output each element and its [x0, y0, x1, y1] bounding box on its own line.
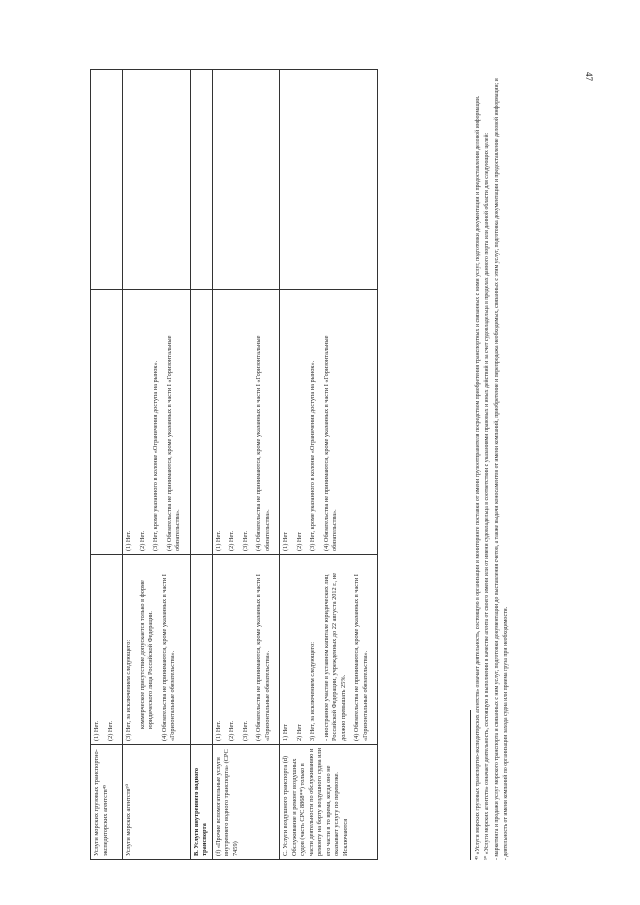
market-access-cell: [91, 555, 123, 745]
cell-paragraph: (2) Нет.: [228, 530, 235, 551]
cell-paragraph: (2) Нет.: [138, 530, 146, 551]
table-row: [190, 70, 212, 860]
cell-paragraph: коммерческое присутствие допускается только в форме юридического лица Российской Федерации.: [138, 580, 154, 729]
cell-paragraph: (2) Нет.: [106, 720, 114, 741]
cell-paragraph: (3) Нет, кроме указанного в колонке «Ограничения доступа на рынок».: [309, 360, 316, 551]
cell-paragraph: (4) Обязательства не принимаются, кроме указанных в части I «Горизонтальные обязательства».: [165, 335, 181, 551]
sector-cell: С. Услуги воздушного транспорта (d) Обслуживание и ремонт воздушных судов (часть СРС 8868**) только в части деятельности по обслуживанию и ремонту на борту воздушного судна или его части в то время, когда оно не оказывает услугу по перевозке. Исключаются: [280, 745, 378, 860]
cell-paragraph: (3) Нет.: [241, 720, 249, 741]
cell-paragraph: 2) Нет: [295, 724, 303, 741]
sector-cell: В. Услуги внутреннего водного транспорта: [190, 745, 212, 860]
cell-paragraph: 1) Нет: [282, 724, 289, 741]
market-access-cell: [190, 555, 212, 745]
additional-commitments-cell: [212, 70, 280, 290]
cell-paragraph: (4) Обязательства не принимаются, кроме указанных в части I «Горизонтальные обязательства».: [160, 574, 176, 741]
cell-paragraph: 3) Нет, за исключением следующего:: [309, 641, 316, 741]
sector-cell: (f) «Прочие вспомогательные услуги внутреннего водного транспорта» (СРС 7459): [212, 745, 280, 860]
footnote-text: ⁵⁰ «Услуги морских агентств» означает деятельность, состоящую в выполнении в качестве агента от своего имени или от имени судовладельца в соответствии с указаниями правовых и иных действий и за счет судовладельца в пределах данного порта или данной области для следующих целей:: [484, 132, 491, 860]
table-row: [123, 70, 191, 860]
additional-commitments-cell: [123, 70, 191, 290]
rotated-document-sheet: [90, 70, 510, 860]
cell-paragraph: (1) Нет.: [214, 720, 222, 741]
national-treatment-cell: [212, 290, 280, 555]
sector-cell: Услуги морских грузовых транспортно-экспедиторских агентств⁴⁹: [91, 745, 123, 860]
cell-paragraph: - иностранное участие в уставном капитале юридических лиц Российской Федерации, учрежденных до 22 августа 2012 г., не должно превышать 25%.: [322, 572, 347, 741]
page-number: 47: [584, 72, 594, 81]
cell-paragraph: (3) Нет, за исключением следующего:: [125, 639, 132, 741]
market-access-cell: [123, 555, 191, 745]
cell-paragraph: (1) Нет: [282, 531, 289, 551]
cell-paragraph: (2) Нет.: [228, 720, 235, 741]
cell-paragraph: (1) Нет.: [93, 720, 100, 741]
footnotes: [470, 70, 512, 860]
cell-paragraph: (4) Обязательства не принимаются, кроме указанных в части I «Горизонтальные обязательства».: [255, 335, 271, 551]
cell-paragraph: (1) Нет.: [125, 530, 132, 551]
cell-paragraph: (4) Обязательства не принимаются, кроме указанных в части I «Горизонтальные обязательства».: [322, 335, 338, 551]
market-access-cell: [212, 555, 280, 745]
cell-paragraph: (3) Нет.: [241, 530, 249, 551]
table-row: [280, 70, 378, 860]
cell-paragraph: (3) Нет, кроме указанного в колонке «Ограничения доступа на рынок».: [152, 360, 159, 551]
cell-paragraph: (4) Обязательства не принимаются, кроме указанных в части I «Горизонтальные обязательства».: [353, 574, 369, 741]
footnote-text: ⁴⁹ «Услуги морских грузовых транспортно-экспедиторских агентств» означает деятельность, состоящую в организации и мониторинге поставки от имени грузоотправителя посредством приобретения транспортных и связанных с ними услуг, подготовки документации и предоставления деловой информации.: [475, 95, 481, 860]
cell-paragraph: (1) Нет.: [214, 530, 222, 551]
additional-commitments-cell: [280, 70, 378, 290]
national-treatment-cell: [123, 290, 191, 555]
additional-commitments-cell: [91, 70, 123, 290]
table-row: [212, 70, 280, 860]
footnote-text: - маркетинга и продажи услуг морского транспорта и связанных с ним услуг, подготовки документации до выставления счетов, а также выдачи коносаментов от имени компаний, приобретение и перепродажа необходимых, связанных с этим услуг, подготовка документации и предоставление деловой информации; и: [493, 78, 500, 860]
additional-commitments-cell: [190, 70, 212, 290]
national-treatment-cell: [91, 290, 123, 555]
sector-cell: Услуги морских агентств⁵⁰: [123, 745, 191, 860]
cell-paragraph: (2) Нет: [295, 531, 303, 551]
national-treatment-cell: [190, 290, 212, 555]
footnote-text: - деятельность от имени компаний по организации захода судна или приема груза при необходимости.: [503, 606, 510, 860]
cell-paragraph: (4) Обязательства не принимаются, кроме указанных в части I «Горизонтальные обязательства».: [255, 574, 271, 741]
commitments-table: [90, 69, 378, 860]
footnote-rule: [470, 710, 471, 860]
table-row: [91, 70, 123, 860]
national-treatment-cell: [280, 290, 378, 555]
market-access-cell: [280, 555, 378, 745]
